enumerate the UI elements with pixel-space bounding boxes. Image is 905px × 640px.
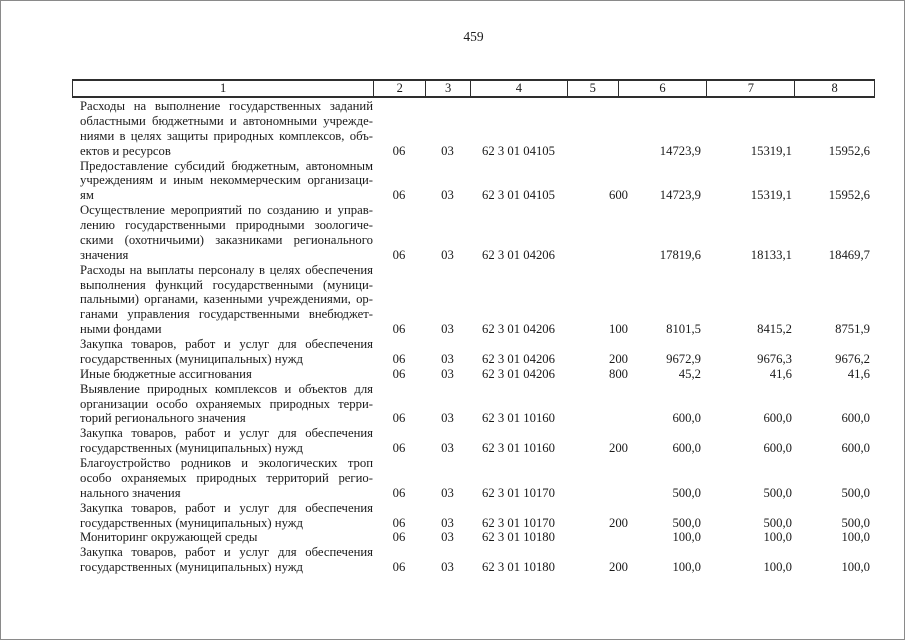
cell-pr-code: 03 (441, 485, 454, 500)
budget-table (72, 79, 875, 575)
cell-amount-year1: 500,0 (672, 515, 701, 530)
header-cell-7: 7 (706, 81, 794, 96)
cell-rz-code: 06 (392, 485, 406, 500)
expense-description: Предоставление субсидий бюджетным, автономным учреждениям и иным некоммерческим организаци- ям (80, 158, 373, 203)
cell-csr-code: 62 3 01 04206 (482, 351, 555, 366)
cell-pr-code: 03 (441, 322, 454, 337)
expense-description: Закупка товаров, работ и услуг для обеспечения государственных (муниципальных) нужд (80, 426, 373, 456)
cell-pr-code: 03 (441, 411, 454, 426)
cell-amount-year1: 8101,5 (666, 322, 701, 337)
table-row (72, 545, 875, 575)
expense-description: Иные бюджетные ассигнования (80, 366, 252, 381)
cell-pr-code: 03 (441, 560, 454, 575)
table-row (72, 203, 875, 263)
cell-rz-code: 06 (392, 441, 406, 456)
cell-rz-code: 06 (392, 188, 406, 203)
cell-amount-year2: 41,6 (769, 366, 792, 381)
cell-amount-year2: 15319,1 (750, 188, 792, 203)
cell-amount-year2: 100,0 (763, 530, 792, 545)
header-cell-3: 3 (425, 81, 470, 96)
cell-pr-code: 03 (441, 247, 454, 262)
cell-vr-code: 100 (608, 322, 628, 337)
cell-csr-code: 62 3 01 04105 (482, 188, 555, 203)
header-cell-4: 4 (470, 81, 567, 96)
table-row (72, 99, 875, 159)
cell-vr-code: 600 (608, 188, 628, 203)
cell-csr-code: 62 3 01 10160 (482, 441, 555, 456)
cell-amount-year2: 9676,3 (757, 351, 792, 366)
cell-amount-year3: 18469,7 (828, 247, 870, 262)
cell-rz-code: 06 (392, 351, 406, 366)
cell-amount-year2: 600,0 (763, 441, 792, 456)
cell-amount-year1: 14723,9 (659, 143, 701, 158)
table-header (72, 79, 875, 98)
cell-vr-code: 800 (608, 366, 628, 381)
header-cell-5: 5 (567, 81, 618, 96)
expense-description: Благоустройство родников и экологических троп особо охраняемых природных территорий регио- нального значения (80, 456, 373, 500)
cell-amount-year3: 500,0 (841, 515, 870, 530)
expense-description: Закупка товаров, работ и услуг для обеспечения государственных (муниципальных) нужд (80, 337, 373, 366)
cell-rz-code: 06 (392, 247, 406, 262)
table-row (72, 337, 875, 367)
cell-rz-code: 06 (392, 322, 406, 337)
cell-csr-code: 62 3 01 10170 (482, 485, 555, 500)
cell-rz-code: 06 (392, 143, 406, 158)
expense-description: Расходы на выплаты персоналу в целях обеспечения выполнения функций государственными (муници- пальными) органами, казенными учреждениями, ор- ганами управления государственными внебюджет- ными фондами (80, 262, 373, 337)
cell-amount-year3: 600,0 (841, 411, 870, 426)
expense-description: Расходы на выполнение государственных заданий областными бюджетными и автономными учрежде- ниями в целях защиты природных комплексов, объ- ектов и ресурсов (80, 99, 373, 158)
cell-rz-code: 06 (392, 411, 406, 426)
cell-pr-code: 03 (441, 515, 454, 530)
cell-amount-year3: 15952,6 (828, 188, 870, 203)
cell-pr-code: 03 (441, 351, 454, 366)
cell-pr-code: 03 (441, 143, 454, 158)
cell-amount-year3: 600,0 (841, 441, 870, 456)
cell-amount-year2: 500,0 (763, 485, 792, 500)
cell-csr-code: 62 3 01 04206 (482, 366, 555, 381)
table-row (72, 263, 875, 337)
cell-amount-year2: 100,0 (763, 560, 792, 575)
cell-amount-year2: 18133,1 (750, 247, 792, 262)
cell-vr-code: 200 (608, 351, 628, 366)
cell-pr-code: 03 (441, 441, 454, 456)
cell-amount-year3: 8751,9 (835, 322, 870, 337)
table-row (72, 501, 875, 531)
table-row (72, 382, 875, 427)
cell-csr-code: 62 3 01 04206 (482, 322, 555, 337)
cell-amount-year3: 100,0 (841, 560, 870, 575)
expense-description: Осуществление мероприятий по созданию и управ- лению государственными природными зоологиче- скими (охотничьими) заказниками регионального значения (80, 203, 373, 262)
cell-pr-code: 03 (441, 188, 454, 203)
cell-amount-year1: 17819,6 (659, 247, 701, 262)
table-row (72, 159, 875, 204)
expense-description: Мониторинг окружающей среды (80, 530, 258, 545)
cell-vr-code: 200 (608, 560, 628, 575)
table-row (72, 530, 875, 545)
cell-amount-year1: 100,0 (672, 560, 701, 575)
cell-csr-code: 62 3 01 10160 (482, 411, 555, 426)
header-cell-8: 8 (794, 81, 874, 96)
cell-amount-year1: 45,2 (678, 366, 701, 381)
cell-rz-code: 06 (392, 530, 406, 545)
cell-amount-year2: 15319,1 (750, 143, 792, 158)
cell-rz-code: 06 (392, 515, 406, 530)
cell-amount-year2: 8415,2 (757, 322, 792, 337)
cell-amount-year1: 600,0 (672, 411, 701, 426)
table-body (72, 98, 875, 575)
page-number: 459 (463, 29, 484, 44)
expense-description: Закупка товаров, работ и услуг для обеспечения государственных (муниципальных) нужд (80, 500, 373, 530)
cell-csr-code: 62 3 01 10180 (482, 530, 555, 545)
cell-amount-year1: 14723,9 (659, 188, 701, 203)
cell-vr-code: 200 (608, 515, 628, 530)
cell-csr-code: 62 3 01 04105 (482, 143, 555, 158)
header-cell-6: 6 (618, 81, 707, 96)
cell-amount-year1: 600,0 (672, 441, 701, 456)
cell-amount-year3: 500,0 (841, 485, 870, 500)
cell-amount-year1: 100,0 (672, 530, 701, 545)
header-cell-1: 1 (220, 81, 227, 95)
header-cell-2: 2 (373, 81, 425, 96)
cell-amount-year1: 500,0 (672, 485, 701, 500)
expense-description: Закупка товаров, работ и услуг для обеспечения государственных (муниципальных) нужд (80, 545, 373, 575)
cell-amount-year3: 100,0 (841, 530, 870, 545)
cell-amount-year1: 9672,9 (666, 351, 701, 366)
cell-amount-year2: 500,0 (763, 515, 792, 530)
cell-rz-code: 06 (392, 366, 406, 381)
cell-amount-year3: 41,6 (847, 366, 870, 381)
table-row (72, 456, 875, 501)
cell-csr-code: 62 3 01 04206 (482, 247, 555, 262)
cell-amount-year3: 9676,2 (835, 351, 870, 366)
cell-pr-code: 03 (441, 530, 454, 545)
table-row (72, 426, 875, 456)
table-row (72, 367, 875, 382)
cell-csr-code: 62 3 01 10170 (482, 515, 555, 530)
cell-pr-code: 03 (441, 366, 454, 381)
cell-rz-code: 06 (392, 560, 406, 575)
expense-description: Выявление природных комплексов и объектов для организации особо охраняемых природных терри- торий регионального значения (80, 381, 373, 426)
cell-csr-code: 62 3 01 10180 (482, 560, 555, 575)
cell-amount-year3: 15952,6 (828, 143, 870, 158)
cell-amount-year2: 600,0 (763, 411, 792, 426)
cell-vr-code: 200 (608, 441, 628, 456)
